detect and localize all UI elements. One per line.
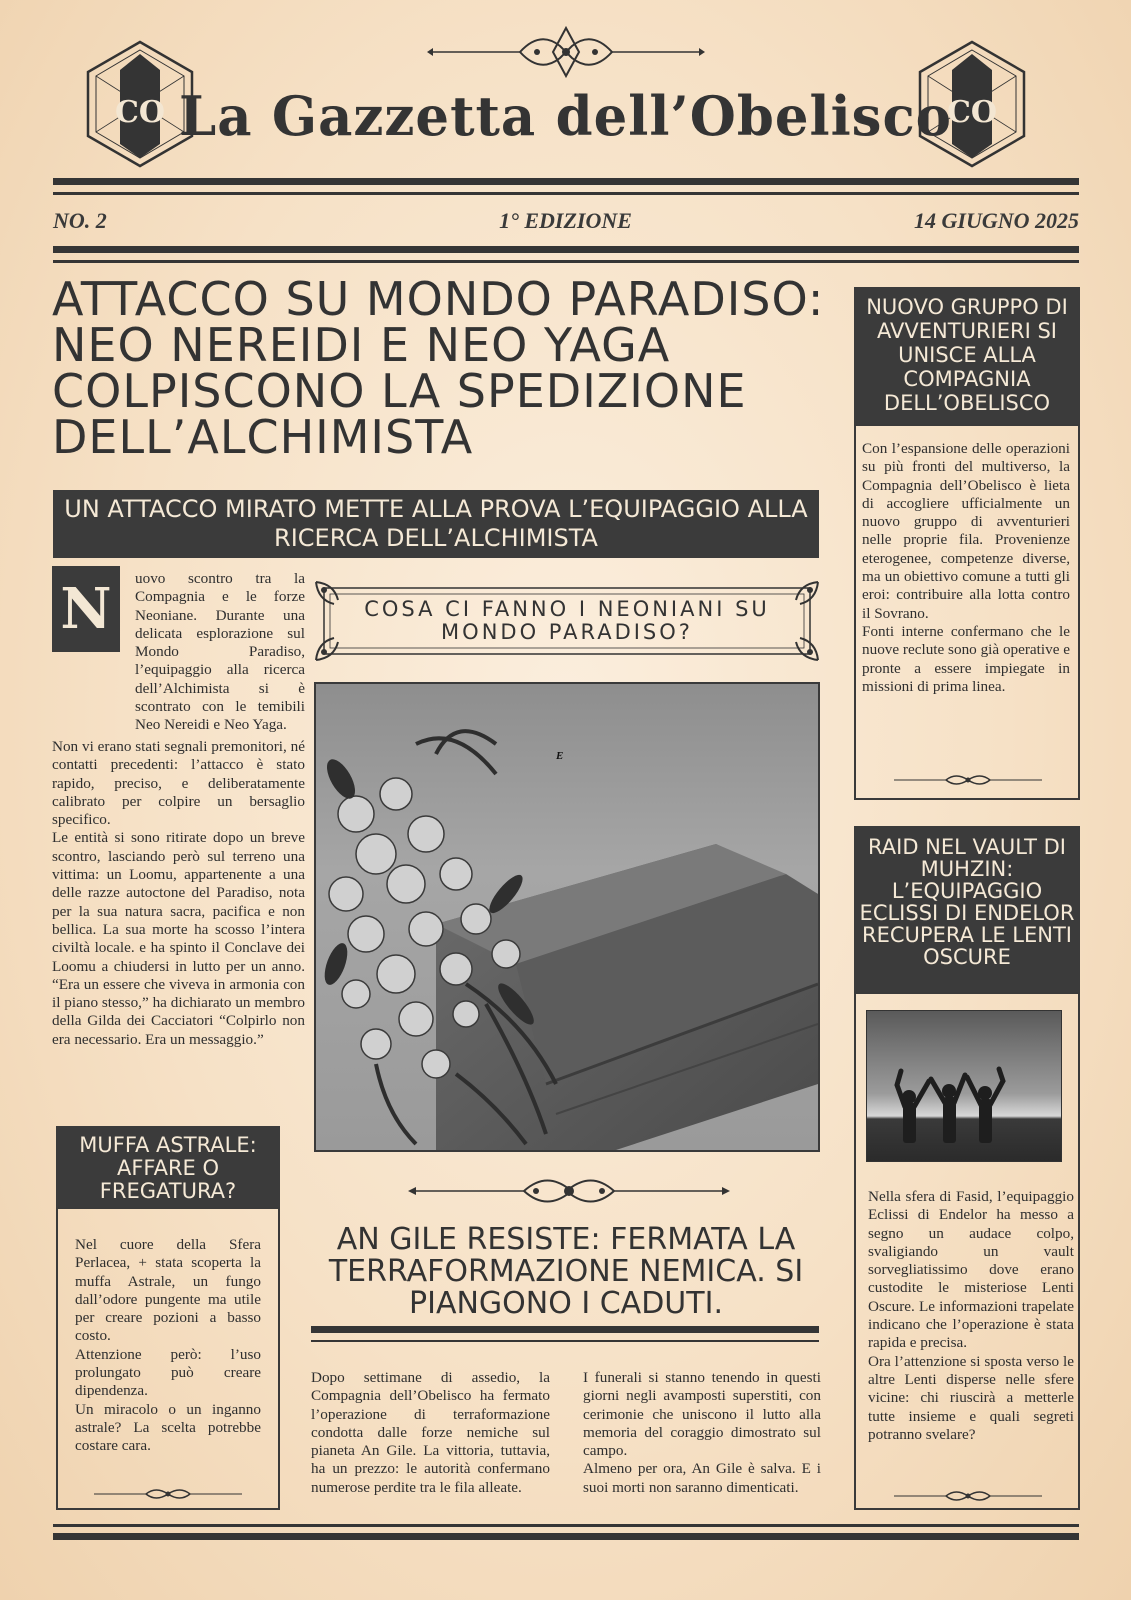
an-gile-headline: AN GILE RESISTE: FERMATA LA TERRAFORMAZIONE NEMICA. SI PIANGONO I CADUTI. (328, 1222, 804, 1321)
issue-number: NO. 2 (53, 208, 107, 233)
funeral-photo (314, 682, 820, 1152)
raid-text: Nella sfera di Fasid, l’equipaggio Eclissi di Endelor ha messo a segno un audace colpo, svaligiando un vault sorvegliatissimo dove erano custodite le misteriose Lenti Oscure. Le informazioni trapelate indicano che l’operazione è stata rapida e precisa. Ora l’attenzione si sposta verso le altre Lenti disperse nelle sfere vicine: chi riuscirà a metterle tutte insieme e quali segreti potranno svelare? (868, 1188, 1074, 1443)
muffa-title: MUFFA ASTRALE: AFFARE O FREGATURA? (56, 1126, 280, 1207)
muffa-divider-ornament-icon (90, 1486, 246, 1502)
nuovo-gruppo-divider-ornament-icon (890, 772, 1046, 788)
raid-photo (866, 1010, 1062, 1162)
masthead-rule-thin (53, 192, 1079, 195)
newspaper-title: La Gazzetta dell’Obelisco (179, 84, 952, 148)
dateline-rule-thin (53, 260, 1079, 263)
dateline-rule-thick (53, 246, 1079, 253)
an-gile-rule-thick (311, 1326, 819, 1333)
svg-text:CO: CO (946, 95, 998, 130)
masthead-rule-thick (53, 178, 1079, 185)
main-subheadline: UN ATTACCO MIRATO METTE ALLA PROVA L’EQUIPAGGIO ALLA RICERCA DELL’ALCHIMISTA (53, 490, 819, 558)
an-gile-column-2: I funerali si stanno tenendo in questi giorni negli avamposti superstiti, con cerimonie che uniscono il lutto alla memoria del coraggio dimostrato sul campo. Almeno per ora, An Gile è salva. E i suoi morti non saranno dimenticati. (583, 1369, 821, 1496)
an-gile-ornament-icon (404, 1170, 734, 1212)
an-gile-rule-thin (311, 1340, 819, 1342)
nuovo-gruppo-text: Con l’espansione delle operazioni su più fronti del multiverso, la Compagnia dell’Obelisco è lieta di accogliere ufficialmente un nuovo gruppo di avventurieri nelle proprie fila. Provenienze eterogenee, competenze diverse, ma un obiettivo comune a tutti gli eroi: contribuire alla lotta contro il Sovrano. Fonti interne confermano che le nuove reclute sono già operative e pronte a essere impiegate in missioni di prima linea. (862, 440, 1070, 695)
svg-text:CO: CO (114, 95, 166, 130)
dropcap: N (52, 566, 120, 652)
masthead (0, 0, 1131, 260)
edition-label: 1° EDIZIONE (499, 208, 632, 233)
footer-rule-thick (53, 1533, 1079, 1540)
coffin-flowers-illustration (316, 684, 818, 1150)
footer-rule-thin (53, 1524, 1079, 1527)
question-box-title: COSA CI FANNO I NEONIANI SU MONDO PARADISO? (364, 597, 770, 644)
raid-title: RAID NEL VAULT DI MUHZIN: L’EQUIPAGGIO ECLISSI DI ENDELOR RECUPERA LE LENTI OSCURE (854, 826, 1080, 992)
an-gile-column-1: Dopo settimane di assedio, la Compagnia dell’Obelisco ha fermato l’operazione di terraformazione condotta dalle forze nemiche sul pianeta An Gile. La vittoria, tuttavia, ha un prezzo: le autorità confermano numerose perdite tra le fila alleate. (311, 1369, 550, 1496)
main-paragraph-2: Non vi erano stati segnali premonitori, né contatti precedenti: l’attacco è stato rapido, preciso, e deliberatamente calibrato per colpire un bersaglio specifico. (52, 738, 305, 829)
main-lead-text: uovo scontro tra la Compagnia e le forze Neoniane. Durante una delicata esplorazione sul Mondo Paradiso, l’equipaggio alla ricerca dell’Alchimista si è scontrato con le temibili Neo Nereidi e Neo Yaga. (135, 570, 305, 734)
celebrating-people-illustration (867, 1011, 1062, 1162)
photo-caption-mark: E (556, 750, 564, 762)
question-box (314, 580, 820, 662)
main-body-text (52, 738, 305, 1049)
muffa-text: Nel cuore della Sfera Perlacea, + stata scoperta la muffa Astrale, un fungo dall’odore pungente ma utile per creare pozioni a basso costo. Attenzione però: l’uso prolungato può creare dipendenza. Un miracolo o un inganno astrale? La scelta potrebbe costare cara. (75, 1236, 261, 1455)
main-paragraph-3: Le entità si sono ritirate dopo un breve scontro, lasciando però sul terreno una vittima: un Loomu, appartenente a una delle razze autoctone del Paradiso, nota per la sua natura sacra, pacifica e non bellica. La sua morte ha scosso l’intera civiltà locale. e ha spinto il Conclave dei Loomu a chiudersi in lutto per un anno. “Era un essere che viveva in armonia con il piano stesso,” ha dichiarato un membro della Gilda dei Cacciatori “Colpirlo non era necessario. Era un messaggio.” (52, 829, 305, 1048)
issue-date: 14 GIUGNO 2025 (914, 208, 1079, 233)
main-headline: ATTACCO SU MONDO PARADISO: NEO NEREIDI E NEO YAGA COLPISCONO LA SPEDIZIONE DELL’ALCHIMISTA (52, 272, 825, 464)
masthead-ornament-icon (425, 22, 707, 86)
nuovo-gruppo-title: NUOVO GRUPPO DI AVVENTURIERI SI UNISCE ALLA COMPAGNIA DELL’OBELISCO (854, 287, 1080, 424)
raid-divider-ornament-icon (890, 1488, 1046, 1504)
